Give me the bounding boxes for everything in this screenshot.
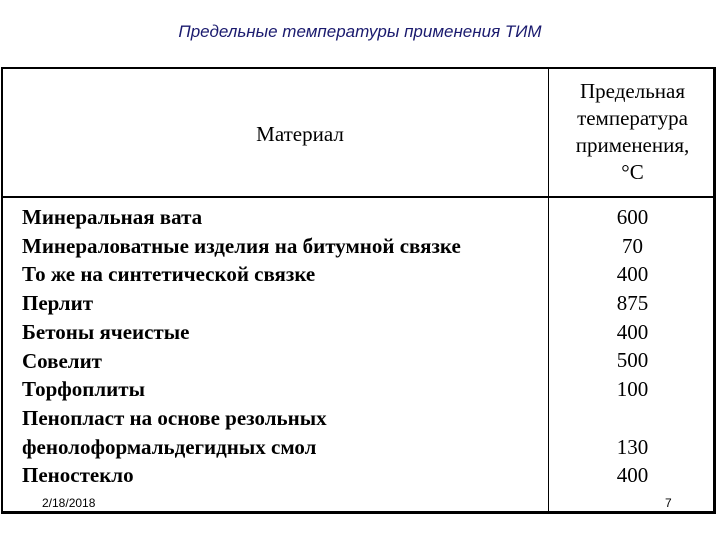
header-temperature <box>549 78 716 186</box>
material-cell: фенолоформальдегидных смол <box>22 434 317 459</box>
temperature-cell: 600 <box>616 205 649 229</box>
material-cell: Бетоны ячеистые <box>22 319 190 344</box>
material-cell: То же на синтетической связке <box>22 262 316 287</box>
material-cell: Минераловатные изделия на битумной связке <box>22 233 461 258</box>
material-cell: Минеральная вата <box>22 205 203 229</box>
header-temp-line: температура <box>577 106 688 130</box>
temperature-cell <box>549 404 716 433</box>
header-temp-line: Предельная <box>580 79 685 103</box>
temperature-cell: 400 <box>616 262 649 287</box>
material-cell: Торфоплиты <box>22 377 145 402</box>
material-cell: Перлит <box>22 291 94 316</box>
material-cell: Пеностекло <box>22 463 134 488</box>
material-cell: Совелит <box>22 348 103 373</box>
temperature-column <box>549 203 716 490</box>
temperature-cell: 70 <box>622 233 643 258</box>
temperature-cell: 400 <box>616 463 649 488</box>
temperature-cell: 130 <box>616 434 649 459</box>
slide-title: Предельные температуры применения ТИМ <box>178 22 542 41</box>
footer-page-number: 7 <box>665 496 672 510</box>
temperature-cell: 500 <box>616 348 649 373</box>
footer-date: 2/18/2018 <box>42 496 96 510</box>
material-column <box>22 203 542 490</box>
temperature-cell: 875 <box>616 291 649 316</box>
header-material: Материал <box>256 122 344 146</box>
table-header-divider <box>1 196 716 198</box>
temperature-cell: 400 <box>616 319 649 344</box>
temperature-cell: 100 <box>616 377 649 402</box>
material-cell: Пенопласт на основе резольных <box>22 405 327 430</box>
header-temp-line: °С <box>621 160 644 184</box>
header-temp-line: применения, <box>575 133 690 157</box>
